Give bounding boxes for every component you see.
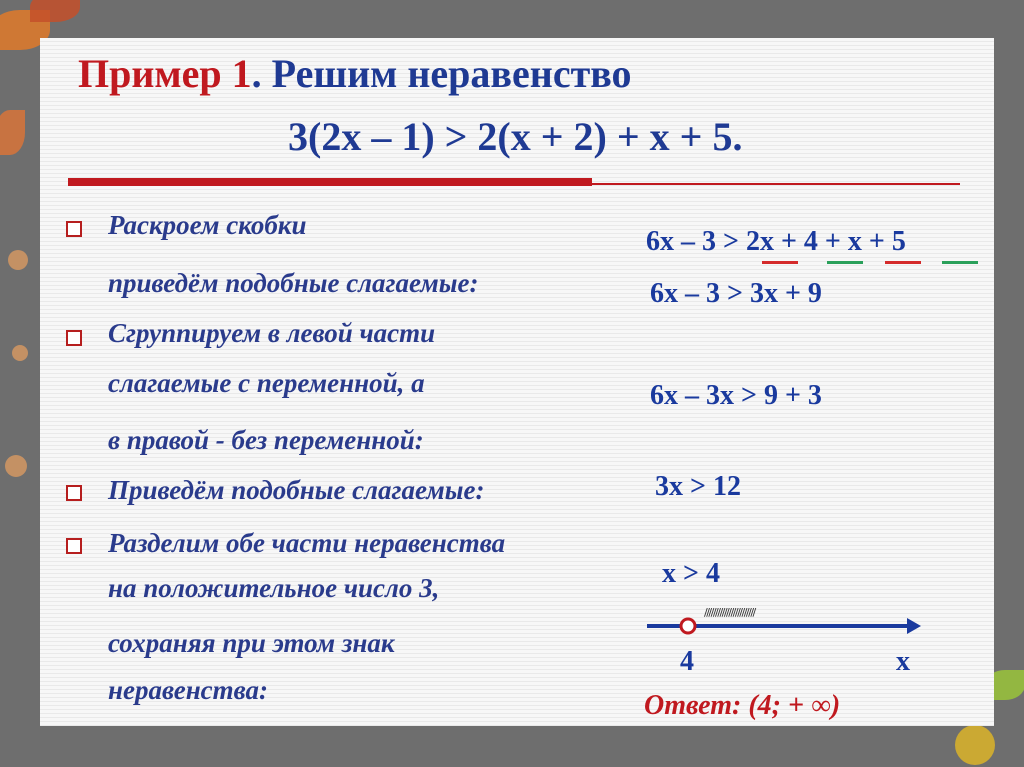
decor-flower — [955, 725, 995, 765]
underline-green — [827, 261, 863, 264]
step-4-line-3: сохраняя при этом знак — [108, 628, 395, 658]
answer: Ответ: (4; + ∞) — [644, 690, 841, 721]
decor-dot — [8, 250, 28, 270]
decor-dot — [5, 455, 27, 477]
number-line-point-label: 4 — [680, 646, 694, 677]
number-line-hatching: /////////////////////// — [704, 606, 755, 619]
step-checkbox — [66, 330, 82, 346]
step-checkbox — [66, 221, 82, 237]
step-2-line-1: Сгруппируем в левой части — [108, 318, 436, 348]
step-3-line-1: Приведём подобные слагаемые: — [108, 475, 485, 505]
math-simplified: 3х > 12 — [655, 471, 741, 502]
number-line-arrow — [907, 618, 921, 634]
page-title — [78, 50, 632, 97]
step-4-line-1: Разделим обе части неравенства — [108, 528, 506, 558]
math-grouped: 6х – 3х > 9 + 3 — [650, 380, 822, 411]
title-divider-thin — [68, 183, 960, 185]
number-line-axis-label: х — [896, 646, 910, 677]
decor-dot — [12, 345, 28, 361]
decor-leaf — [30, 0, 80, 22]
step-checkbox — [66, 485, 82, 501]
step-2-line-2: слагаемые с переменной, а — [108, 368, 425, 398]
math-combined: 6х – 3 > 3х + 9 — [650, 278, 822, 309]
math-expanded: 6х – 3 > 2х + 4 + х + 5 — [646, 226, 906, 257]
step-1-line-2: приведём подобные слагаемые: — [108, 268, 479, 298]
number-line-open-point — [681, 619, 695, 633]
underline-red — [885, 261, 921, 264]
underline-green — [942, 261, 978, 264]
title-text: . Решим неравенство — [251, 51, 632, 96]
math-result: х > 4 — [662, 558, 720, 589]
underline-red — [762, 261, 798, 264]
step-4-line-2: на положительное число 3, — [108, 573, 440, 603]
step-1-line-1: Раскроем скобки — [108, 210, 307, 240]
step-checkbox — [66, 538, 82, 554]
step-2-line-3: в правой - без переменной: — [108, 425, 424, 455]
step-4-line-4: неравенства: — [108, 675, 269, 705]
title-example-label: Пример 1 — [78, 51, 252, 96]
decor-leaf — [0, 110, 25, 155]
title-inequality: 3(2х – 1) > 2(х + 2) + х + 5. — [288, 114, 743, 159]
slide — [40, 38, 994, 726]
